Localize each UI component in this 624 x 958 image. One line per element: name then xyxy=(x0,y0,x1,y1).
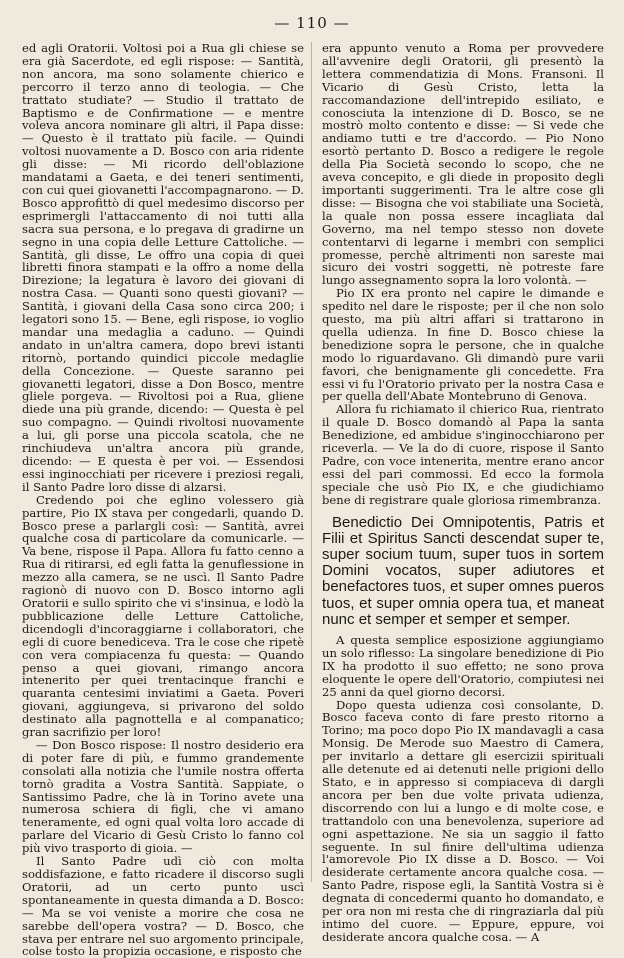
page-number: — 110 — xyxy=(274,14,350,32)
blessing-formula: Benedictio Dei Omnipotentis, Patris et Filii et Spiritus Sancti descendat super te, super socium tuum, super tuos in sortem Domini vocatos, super adiutores et benefactores tuos, et super omnes pueros tuos, et super omnia opera tua, et maneat nunc et semper et semper et semper. xyxy=(322,513,604,628)
paragraph: — Don Bosco rispose: Il nostro desiderio era di poter fare di più, e fummo grandemente consolati alla notizia che l'umile nostra offerta tornò gradita a Vostra Santità. Sappiate, o Santissimo Padre, che là in Torino avete una numerosa schiera di figli, che vi amano teneramente, ed ogni qual volta loro accade di parlare del Vicario di Gesù Cristo lo fanno col più vivo trasporto di gioia. — xyxy=(22,737,304,856)
paragraph: Credendo poi che eglino volessero già partire, Pio IX stava per congedarli, quando D. Bosco prese a parlargli così: — Santità, avrei qualche cosa di particolare da comunicarle. — Va bene, rispose il Papa. Allora fu fatto cenno a Rua di ritirarsi, ed egli fatta la genuflessione in mezzo alla camera, se ne uscì. Il Santo Padre ragionò di nuovo con D. Bosco intorno agli Oratorii e sullo spirito che vi s'insinua, e lodò la pubblicazione delle Letture Cattoliche, dicendogli d'incoraggiarne i collaboratori, che egli di cuore benediceva. Tra le cose che ripetè con vera compiacenza fu questa: — Quando penso a quei giovani, rimango ancora intenerito per quei trentacinque franchi e quaranta centesimi inviatimi a Gaeta. Poveri giovani, aggiungeva, si privarono del soldo destinato alla pagnottella e al companatico; gran sacrifizio per loro! xyxy=(22,492,304,740)
column-divider xyxy=(311,42,312,882)
paragraph: ed agli Oratorii. Voltosi poi a Rua gli chiese se era già Sacerdote, ed egli rispose: — Santità, non ancora, ma sono solamente chierico e percorro il terzo anno di teologia. — Che trattato studiate? — Studio il trattato de Baptismo e de Confirmatione — e mentre voleva ancora nominare gli altri, il Papa disse: — Questo è il trattato più facile. — Quindi voltosi nuovamente a D. Bosco con aria ridente gli disse: — Mi ricordo dell'oblazione mandatami a Gaeta, e dei teneri sentimenti, con cui quei giovanetti l'accompagnarono. — D. Bosco approfittò di quel medesimo discorso per esprimergli l'attaccamento di noi tutti alla sacra sua persona, e lo pregava di gradirne un segno in una copia delle Letture Cattoliche. — Santità, gli disse, Le offro una copia di quei libretti finora stampati e la offro a nome della Direzione; la legatura è lavoro dei giovani di nostra Casa. — Quanti sono questi giovani? — Santità, i giovani della Casa sono circa 200; i legatori sono 15. — Bene, egli rispose, io voglio mandar una medaglia a caduno. — Quindi andato in un'altra camera, dopo brevi istanti ritornò, portando quindici piccole medaglie della Concezione. — Queste saranno pei giovanetti legatori, disse a Don Bosco, mentre gliele porgeva. — Rivoltosi poi a Rua, gliene diede una più grande, dicendo: — Questa è pel suo compagno. — Quindi rivoltosi nuovamente a lui, gli porse una piccola scatola, che ne rinchiudeva un'altra ancora più grande, dicendo: — E questa è per voi. — Essendosi essi inginocchiati per ricevere i preziosi regali, il Santo Padre loro disse di alzarsi. xyxy=(22,41,304,494)
left-column xyxy=(22,42,304,958)
paragraph: Allora fu richiamato il chierico Rua, rientrato il quale D. Bosco domandò al Papa la santa Benedizione, ed ambidue s'inginocchiarono per riceverla. — Ve la do di cuore, rispose il Santo Padre, con voce intenerita, mentre erano ancor essi del pari commossi. Ed ecco la formola speciale che usò Pio IX, e che giudichiamo bene di registrare quale gloriosa rimembranza. xyxy=(322,402,604,507)
paragraph: Pio IX era pronto nel capire le dimande e spedito nel dare le risposte; per il che non solo questo, ma più altri affari si trattarono in quella udienza. In fine D. Bosco chiese la benedizione sopra le persone, che in qualche modo lo riguardavano. Gli dimandò pure varii favori, che benignamente gli concedette. Fra essi vi fu l'Oratorio privato per la nostra Casa e per quella dell'Abate Montebruno di Genova. xyxy=(322,286,604,404)
paragraph: A questa semplice esposizione aggiungiamo un solo riflesso: La singolare benedizione di Pio IX ha prodotto il suo effetto; ne sono prova eloquente le opere dell'Oratorio, compiutesi nei 25 anni da quel giorno decorsi. xyxy=(322,633,604,699)
paragraph: Il Santo Padre udì ciò con molta soddisfazione, e fatto ricadere il discorso sugli Oratorii, ad un certo punto uscì spontaneamente in questa dimanda a D. Bosco: — Ma se voi veniste a morire che cosa ne sarebbe dell'opera vostra? — D. Bosco, che stava per entrare nel suo argomento principale, colse tosto la propizia occasione, e risposto che xyxy=(22,854,304,958)
paragraph: era appunto venuto a Roma per provvedere all'avvenire degli Oratorii, gli presentò la lettera commendatizia di Mons. Fransoni. Il Vicario di Gesù Cristo, letta la raccomandazione dell'intrepido esiliato, e conosciuta la intenzione di D. Bosco, se ne mostrò molto contento e disse: — Si vede che andiamo tutti e tre d'accordo. — Pio Nono esortò pertanto D. Bosco a redigere le regole della Pia Società secondo lo scopo, che ne aveva concepito, e gli diede in proposito degli importanti suggerimenti. Tra le altre cose gli disse: — Bisogna che voi stabiliate una Società, la quale non possa essere incagliata dal Governo, ma nel tempo stesso non dovete contentarvi di legarne i membri con semplici promesse, perchè altrimenti non sareste mai sicuro dei vostri soggetti, nè potreste fare lungo assegnamento sopra la loro volontà. — xyxy=(322,41,604,288)
paragraph: Dopo questa udienza così consolante, D. Bosco faceva conto di fare presto ritorno a Torino; ma poco dopo Pio IX mandavagli a casa Monsig. De Merode suo Maestro di Camera, per invitarlo a dettare gli esercizii spirituali alle detenute ed ai detenuti nelle prigioni dello Stato, e in appresso si compiaceva di dargli ancora per ben due volte privata udienza, discorrendo con lui a lungo e di molte cose, e trattandolo con una benevolenza, superiore ad ogni aspettazione. Ne sia un saggio il fatto seguente. In sul finire dell'ultima udienza l'amorevole Pio IX disse a D. Bosco. — Voi desiderate certamente ancora qualche cosa. — Santo Padre, rispose egli, la Santità Vostra si è degnata di concedermi quanto ho domandato, e per ora non mi resta che di ringraziarla dal più intimo del cuore. — Eppure, eppure, voi desiderate ancora qualche cosa. — A xyxy=(322,697,604,944)
right-column xyxy=(322,42,604,944)
